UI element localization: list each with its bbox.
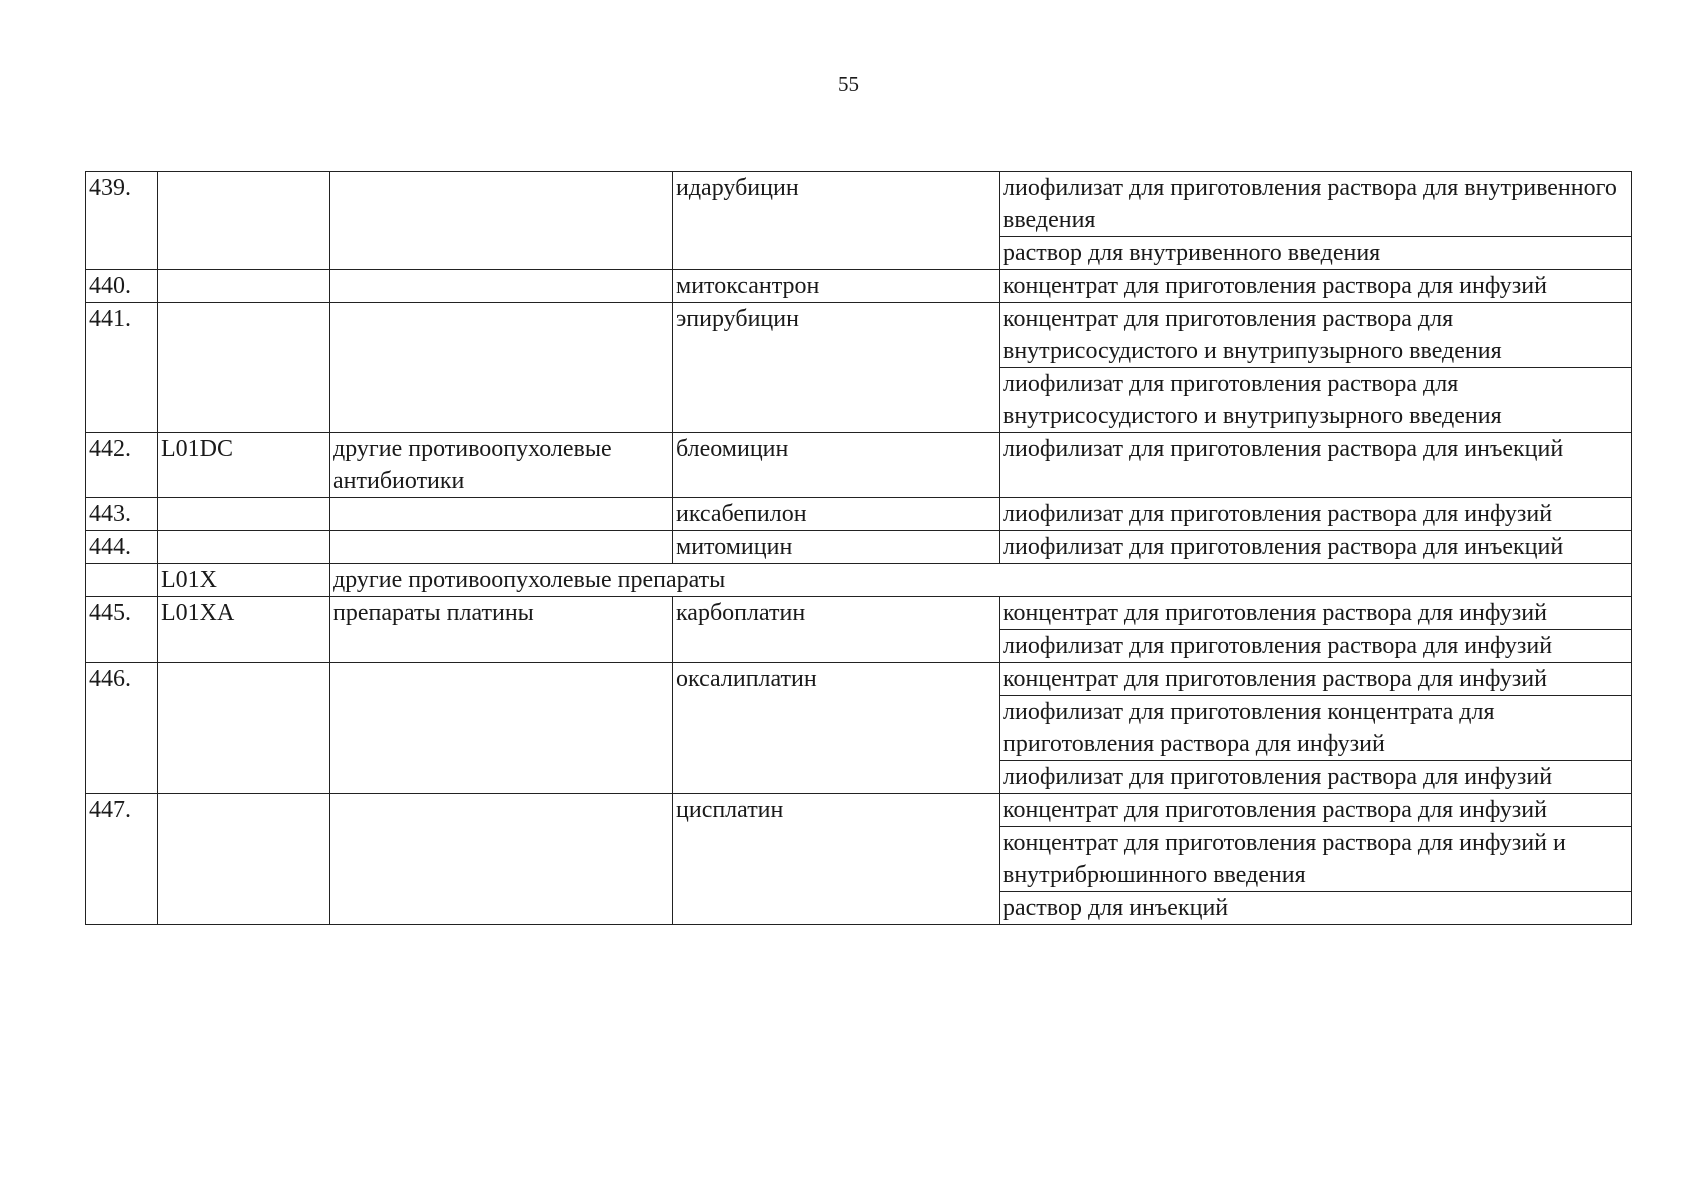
drug-name-cell: эпирубицин (673, 303, 1000, 433)
drug-list-table (85, 171, 1632, 925)
drug-name-cell: карбоплатин (673, 597, 1000, 663)
drug-name-cell: митомицин (673, 531, 1000, 564)
table-row (86, 433, 1632, 498)
table-row (86, 270, 1632, 303)
dosage-form-cell: концентрат для приготовления раствора для инфузий (1000, 663, 1632, 696)
dosage-form-cell: концентрат для приготовления раствора для внутрисосудистого и внутрипузырного введения (1000, 303, 1632, 368)
table-row (86, 663, 1632, 696)
atc-code-cell (158, 303, 330, 433)
row-number-cell: 441. (86, 303, 158, 433)
dosage-form-cell: лиофилизат для приготовления раствора для инъекций (1000, 531, 1632, 564)
row-number-cell: 445. (86, 597, 158, 663)
atc-code-cell (158, 531, 330, 564)
row-number-cell: 439. (86, 172, 158, 270)
row-number-cell: 446. (86, 663, 158, 794)
table-row (86, 564, 1632, 597)
drug-name-cell: митоксантрон (673, 270, 1000, 303)
atc-code-cell (158, 270, 330, 303)
drug-name-cell: оксалиплатин (673, 663, 1000, 794)
row-number-cell: 442. (86, 433, 158, 498)
row-number-cell: 440. (86, 270, 158, 303)
table-row (86, 303, 1632, 368)
drug-name-cell: блеомицин (673, 433, 1000, 498)
dosage-form-cell: раствор для инъекций (1000, 892, 1632, 925)
row-number-cell: 443. (86, 498, 158, 531)
table-row (86, 597, 1632, 630)
dosage-form-cell: лиофилизат для приготовления раствора для внутрисосудистого и внутрипузырного введения (1000, 368, 1632, 433)
atc-code-cell: L01DC (158, 433, 330, 498)
drug-name-cell: цисплатин (673, 794, 1000, 925)
dosage-form-cell: лиофилизат для приготовления раствора для инъекций (1000, 433, 1632, 498)
row-number-cell (86, 564, 158, 597)
dosage-form-cell: лиофилизат для приготовления раствора для инфузий (1000, 761, 1632, 794)
drug-name-cell: идарубицин (673, 172, 1000, 270)
dosage-form-cell: лиофилизат для приготовления раствора для инфузий (1000, 498, 1632, 531)
page-number: 55 (838, 72, 859, 96)
atc-group-cell (330, 794, 673, 925)
row-number-cell: 444. (86, 531, 158, 564)
atc-group-cell (330, 270, 673, 303)
table-row (86, 531, 1632, 564)
dosage-form-cell: концентрат для приготовления раствора для инфузий (1000, 270, 1632, 303)
atc-group-cell: препараты платины (330, 597, 673, 663)
atc-code-cell (158, 663, 330, 794)
atc-group-cell (330, 663, 673, 794)
dosage-form-cell: концентрат для приготовления раствора для инфузий (1000, 794, 1632, 827)
table-row (86, 172, 1632, 237)
dosage-form-cell: лиофилизат для приготовления раствора для внутривенного введения (1000, 172, 1632, 237)
atc-code-cell (158, 172, 330, 270)
atc-group-cell: другие противоопухолевые антибиотики (330, 433, 673, 498)
atc-code-cell: L01X (158, 564, 330, 597)
group-heading-cell: другие противоопухолевые препараты (330, 564, 1632, 597)
dosage-form-cell: концентрат для приготовления раствора для инфузий (1000, 597, 1632, 630)
table-row (86, 498, 1632, 531)
atc-group-cell (330, 303, 673, 433)
drug-name-cell: иксабепилон (673, 498, 1000, 531)
table-row (86, 794, 1632, 827)
dosage-form-cell: концентрат для приготовления раствора для инфузий и внутрибрюшинного введения (1000, 827, 1632, 892)
atc-group-cell (330, 172, 673, 270)
atc-group-cell (330, 498, 673, 531)
atc-code-cell: L01XA (158, 597, 330, 663)
table-body (86, 172, 1632, 925)
atc-code-cell (158, 498, 330, 531)
dosage-form-cell: раствор для внутривенного введения (1000, 237, 1632, 270)
row-number-cell: 447. (86, 794, 158, 925)
atc-code-cell (158, 794, 330, 925)
dosage-form-cell: лиофилизат для приготовления раствора для инфузий (1000, 630, 1632, 663)
dosage-form-cell: лиофилизат для приготовления концентрата для приготовления раствора для инфузий (1000, 696, 1632, 761)
atc-group-cell (330, 531, 673, 564)
